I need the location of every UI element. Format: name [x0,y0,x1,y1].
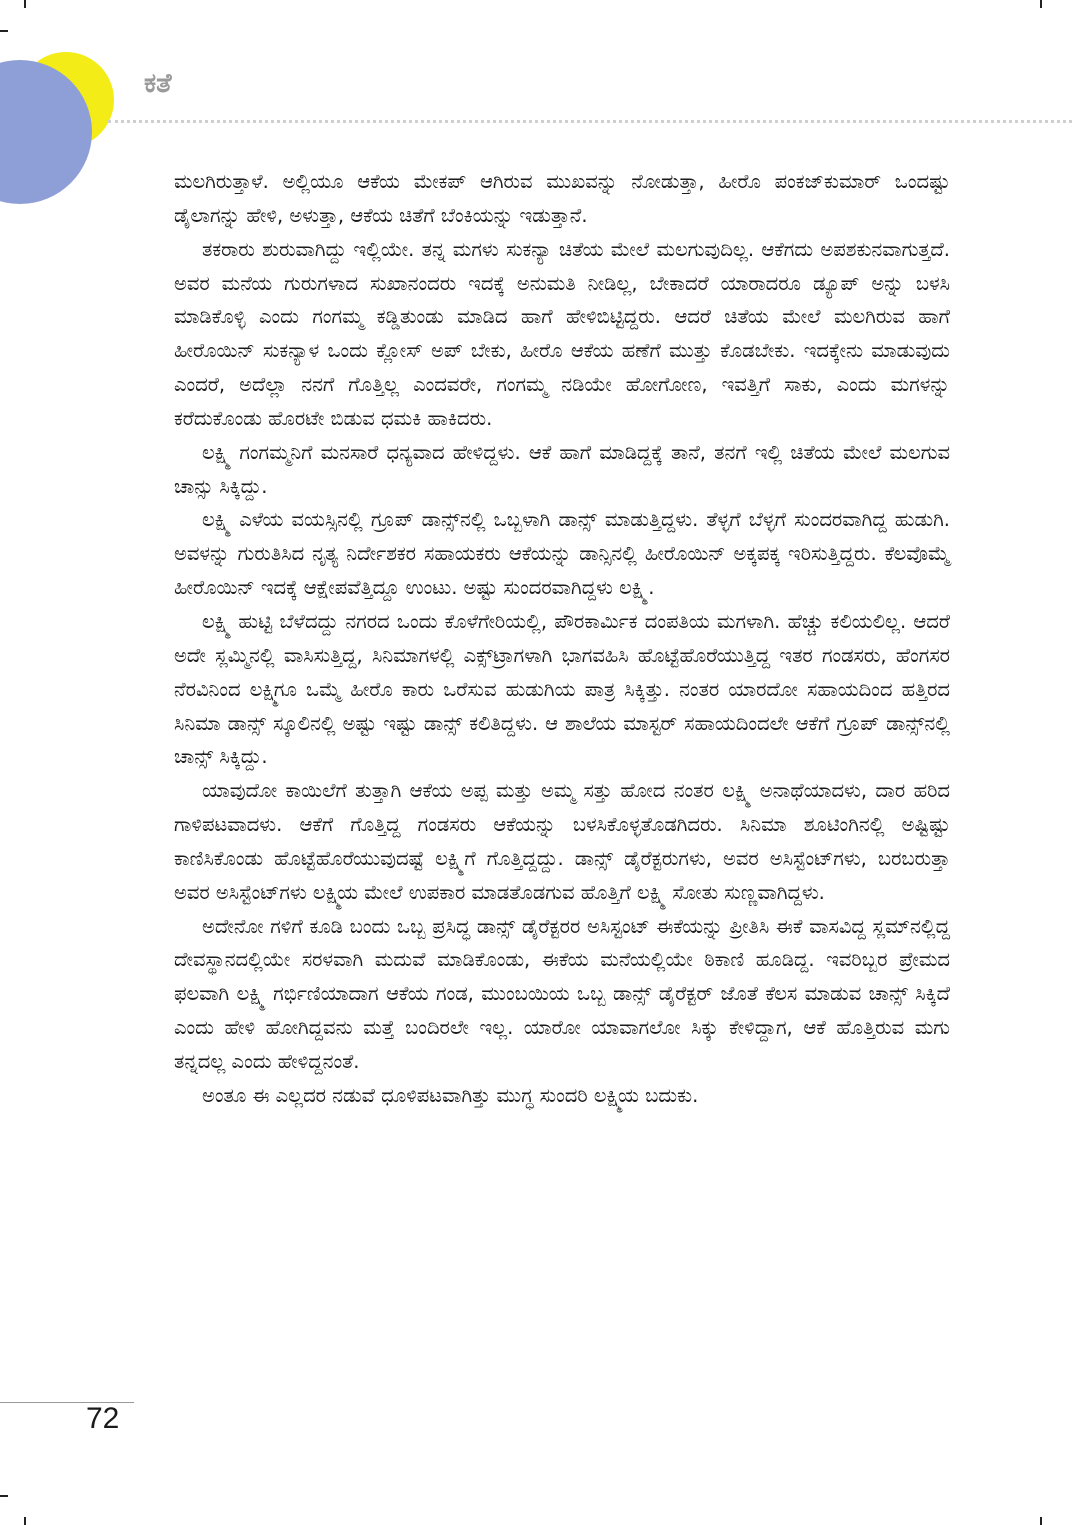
crop-mark-top-right [1040,0,1042,8]
paragraph: ಲಕ್ಷ್ಮಿ ಎಳೆಯ ವಯಸ್ಸಿನಲ್ಲಿ ಗ್ರೂಪ್ ಡಾನ್ಸ್‌ನಲ್ಲಿ ಒಬ್ಬಳಾಗಿ ಡಾನ್ಸ್ ಮಾಡುತ್ತಿದ್ದಳು. ತೆಳ್ಳಗೆ ಬೆಳ್ಳಗೆ ಸುಂದರವಾಗಿದ್ದ ಹುಡುಗಿ. ಅವಳನ್ನು ಗುರುತಿಸಿದ ನೃತ್ಯ ನಿರ್ದೇಶಕರ ಸಹಾಯಕರು ಆಕೆಯನ್ನು ಡಾನ್ಸಿನಲ್ಲಿ ಹೀರೊಯಿನ್ ಅಕ್ಕಪಕ್ಕ ಇರಿಸುತ್ತಿದ್ದರು. ಕೆಲವೊಮ್ಮೆ ಹೀರೊಯಿನ್ ಇದಕ್ಕೆ ಆಕ್ಷೇಪವೆತ್ತಿದ್ದೂ ಉಂಟು. ಅಷ್ಟು ಸುಂದರವಾಗಿದ್ದಳು ಲಕ್ಷ್ಮಿ. [174,508,950,600]
paragraph: ಯಾವುದೋ ಕಾಯಿಲೆಗೆ ತುತ್ತಾಗಿ ಆಕೆಯ ಅಪ್ಪ ಮತ್ತು ಅಮ್ಮ ಸತ್ತು ಹೋದ ನಂತರ ಲಕ್ಷ್ಮಿ ಅನಾಥೆಯಾದಳು, ದಾರ ಹರಿದ ಗಾಳಿಪಟವಾದಳು. ಆಕೆಗೆ ಗೊತ್ತಿದ್ದ ಗಂಡಸರು ಆಕೆಯನ್ನು ಬಳಸಿಕೊಳ್ಳತೊಡಗಿದರು. ಸಿನಿಮಾ ಶೂಟಿಂಗಿನಲ್ಲಿ ಅಷ್ಟಿಷ್ಟು ಕಾಣಿಸಿಕೊಂಡು ಹೊಟ್ಟೆಹೊರೆಯುವುದಷ್ಟೆ ಲಕ್ಷ್ಮಿಗೆ ಗೊತ್ತಿದ್ದದ್ದು. ಡಾನ್ಸ್ ಡೈರೆಕ್ಟರುಗಳು, ಅವರ ಅಸಿಸ್ಟೆಂಟ್‌ಗಳು, ಬರಬರುತ್ತಾ ಅವರ ಅಸಿಸ್ಟೆಂಟ್‌ಗಳು ಲಕ್ಷ್ಮಿಯ ಮೇಲೆ ಉಪಕಾರ ಮಾಡತೊಡಗುವ ಹೊತ್ತಿಗೆ ಲಕ್ಷ್ಮಿ ಸೋತು ಸುಣ್ಣವಾಗಿದ್ದಳು. [174,779,950,904]
paragraph: ಲಕ್ಷ್ಮಿ ಗಂಗಮ್ಮನಿಗೆ ಮನಸಾರೆ ಧನ್ಯವಾದ ಹೇಳಿದ್ದಳು. ಆಕೆ ಹಾಗೆ ಮಾಡಿದ್ದಕ್ಕೆ ತಾನೆ, ತನಗೆ ಇಲ್ಲಿ ಚಿತೆಯ ಮೇಲೆ ಮಲಗುವ ಚಾನ್ಸು ಸಿಕ್ಕಿದ್ದು. [174,440,950,498]
paragraph: ಲಕ್ಷ್ಮಿ ಹುಟ್ಟಿ ಬೆಳೆದದ್ದು ನಗರದ ಒಂದು ಕೊಳೆಗೇರಿಯಲ್ಲಿ, ಪೌರಕಾರ್ಮಿಕ ದಂಪತಿಯ ಮಗಳಾಗಿ. ಹೆಚ್ಚು ಕಲಿಯಲಿಲ್ಲ. ಆದರೆ ಅದೇ ಸ್ಲಮ್ಮಿನಲ್ಲಿ ವಾಸಿಸುತ್ತಿದ್ದ, ಸಿನಿಮಾಗಳಲ್ಲಿ ಎಕ್ಸ್‌ಟ್ರಾಗಳಾಗಿ ಭಾಗವಹಿಸಿ ಹೊಟ್ಟೆಹೊರೆಯುತ್ತಿದ್ದ ಇತರ ಗಂಡಸರು, ಹೆಂಗಸರ ನೆರವಿನಿಂದ ಲಕ್ಷ್ಮಿಗೂ ಒಮ್ಮೆ ಹೀರೊ ಕಾರು ಒರೆಸುವ ಹುಡುಗಿಯ ಪಾತ್ರ ಸಿಕ್ಕಿತ್ತು. ನಂತರ ಯಾರದೋ ಸಹಾಯದಿಂದ ಹತ್ತಿರದ ಸಿನಿಮಾ ಡಾನ್ಸ್ ಸ್ಕೂಲಿನಲ್ಲಿ ಅಷ್ಟು ಇಷ್ಟು ಡಾನ್ಸ್ ಕಲಿತಿದ್ದಳು. ಆ ಶಾಲೆಯ ಮಾಸ್ಟರ್ ಸಹಾಯದಿಂದಲೇ ಆಕೆಗೆ ಗ್ರೂಪ್ ಡಾನ್ಸ್‌ನಲ್ಲಿ ಚಾನ್ಸ್ ಸಿಕ್ಕಿದ್ದು. [174,609,950,769]
crop-mark-bottom-left [24,1517,26,1525]
paragraph: ಅಂತೂ ಈ ಎಲ್ಲದರ ನಡುವೆ ಧೂಳಿಪಟವಾಗಿತ್ತು ಮುಗ್ಧ ಸುಂದರಿ ಲಕ್ಷ್ಮಿಯ ಬದುಕು. [202,1083,699,1107]
crop-mark-top-left [24,0,26,8]
paragraph: ಮಲಗಿರುತ್ತಾಳೆ. ಅಲ್ಲಿಯೂ ಆಕೆಯ ಮೇಕಪ್ ಆಗಿರುವ ಮುಖವನ್ನು ನೋಡುತ್ತಾ, ಹೀರೊ ಪಂಕಜ್‌ಕುಮಾರ್ ಒಂದಷ್ಟು ಡೈಲಾಗನ್ನು ಹೇಳಿ, ಅಳುತ್ತಾ, ಆಕೆಯ ಚಿತೆಗೆ ಬೆಂಕಿಯನ್ನು ಇಡುತ್ತಾನೆ. [174,170,950,227]
section-title: ಕತೆ [144,68,172,99]
crop-mark-bottom-right [1040,1517,1042,1525]
paragraph: ತಕರಾರು ಶುರುವಾಗಿದ್ದು ಇಲ್ಲಿಯೇ. ತನ್ನ ಮಗಳು ಸುಕನ್ಯಾ ಚಿತೆಯ ಮೇಲೆ ಮಲಗುವುದಿಲ್ಲ. ಆಕೆಗದು ಅಪಶಕುನವಾಗುತ್ತದೆ. ಅವರ ಮನೆಯ ಗುರುಗಳಾದ ಸುಖಾನಂದರು ಇದಕ್ಕೆ ಅನುಮತಿ ನೀಡಿಲ್ಲ, ಬೇಕಾದರೆ ಯಾರಾದರೂ ಡ್ಯೂಪ್ ಅನ್ನು ಬಳಸಿ ಮಾಡಿಕೊಳ್ಳಿ ಎಂದು ಗಂಗಮ್ಮ ಕಡ್ಡಿತುಂಡು ಮಾಡಿದ ಹಾಗೆ ಹೇಳಿಬಿಟ್ಟಿದ್ದರು. ಆದರೆ ಚಿತೆಯ ಮೇಲೆ ಮಲಗಿರುವ ಹಾಗೆ ಹೀರೊಯಿನ್ ಸುಕನ್ಯಾಳ ಒಂದು ಕ್ಲೋಸ್ ಅಪ್ ಬೇಕು, ಹೀರೊ ಆಕೆಯ ಹಣೆಗೆ ಮುತ್ತು ಕೊಡಬೇಕು. ಇದಕ್ಕೇನು ಮಾಡುವುದು ಎಂದರೆ, ಅದೆಲ್ಲಾ ನನಗೆ ಗೊತ್ತಿಲ್ಲ ಎಂದವರೇ, ಗಂಗಮ್ಮ ನಡಿಯೇ ಹೋಗೋಣ, ಇವತ್ತಿಗೆ ಸಾಕು, ಎಂದು ಮಗಳನ್ನು ಕರೆದುಕೊಂಡು ಹೊರಟೇ ಬಿಡುವ ಧಮಕಿ ಹಾಕಿದರು. [174,237,950,430]
paragraph: ಅದೇನೋ ಗಳಿಗೆ ಕೂಡಿ ಬಂದು ಒಬ್ಬ ಪ್ರಸಿದ್ಧ ಡಾನ್ಸ್ ಡೈರೆಕ್ಟರರ ಅಸಿಸ್ಟಂಟ್ ಈಕೆಯನ್ನು ಪ್ರೀತಿಸಿ ಈಕೆ ವಾಸವಿದ್ದ ಸ್ಲಮ್‌ನಲ್ಲಿದ್ದ ದೇವಸ್ಥಾನದಲ್ಲಿಯೇ ಸರಳವಾಗಿ ಮದುವೆ ಮಾಡಿಕೊಂಡು, ಈಕೆಯ ಮನೆಯಲ್ಲಿಯೇ ಠಿಕಾಣಿ ಹೂಡಿದ್ದ. ಇವರಿಬ್ಬರ ಪ್ರೇಮದ ಫಲವಾಗಿ ಲಕ್ಷ್ಮಿ ಗರ್ಭಿಣಿಯಾದಾಗ ಆಕೆಯ ಗಂಡ, ಮುಂಬಯಿಯ ಒಬ್ಬ ಡಾನ್ಸ್ ಡೈರೆಕ್ಟರ್ ಜೊತೆ ಕೆಲಸ ಮಾಡುವ ಚಾನ್ಸ್ ಸಿಕ್ಕಿದೆ ಎಂದು ಹೇಳಿ ಹೋಗಿದ್ದವನು ಮತ್ತೆ ಬಂದಿರಲೇ ಇಲ್ಲ. ಯಾರೋ ಯಾವಾಗಲೋ ಸಿಕ್ಕು ಕೇಳಿದ್ದಾಗ, ಆಕೆ ಹೊತ್ತಿರುವ ಮಗು ತನ್ನದಲ್ಲ ಎಂದು ಹೇಳಿದ್ದನಂತೆ. [174,914,950,1073]
story-body [174,165,950,1113]
crop-mark-left-bottom [0,1495,8,1497]
page-number: 72 [86,1402,120,1435]
crop-mark-left-top [0,30,8,32]
header-dotted-rule [108,120,1072,123]
